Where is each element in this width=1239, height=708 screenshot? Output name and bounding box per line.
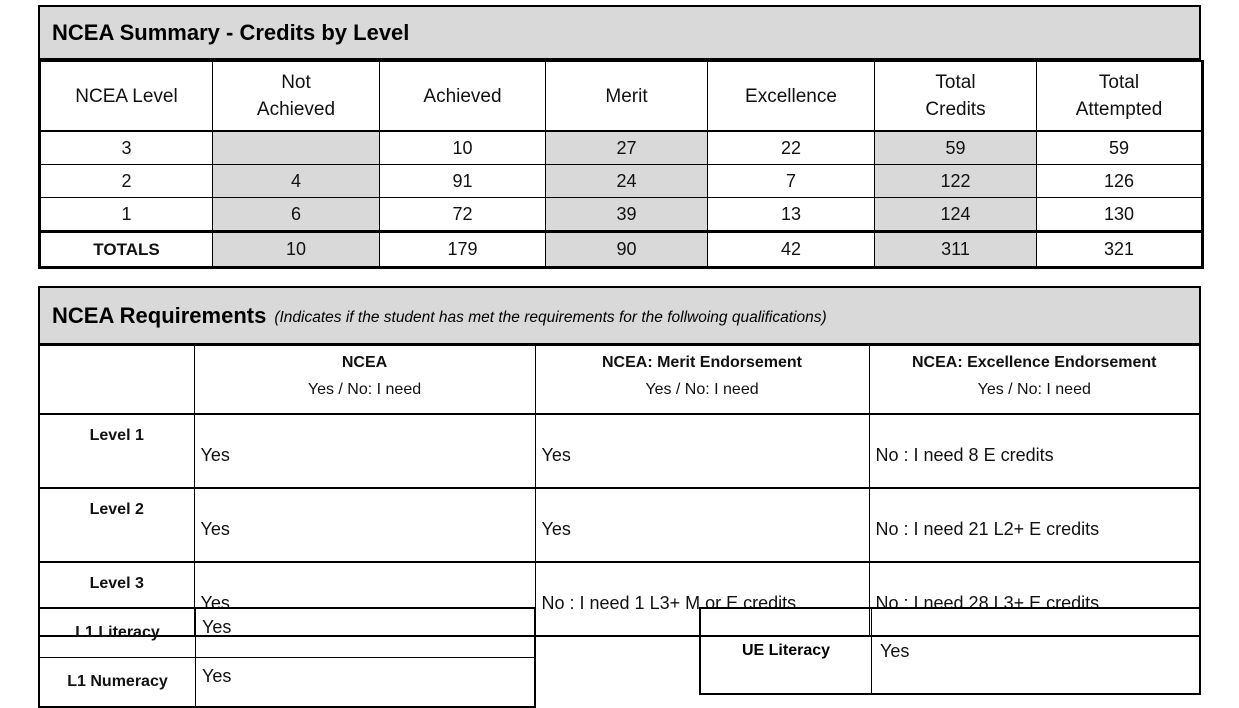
cell-not-achieved: 6 (213, 198, 380, 232)
cell-merit-endorsement: Yes (535, 414, 869, 488)
l1-literacy-label: L1 Literacy (39, 608, 196, 658)
summary-totals-row (40, 232, 1203, 268)
header-not-achieved: Not Achieved (213, 61, 380, 131)
totals-total-credits: 311 (875, 232, 1037, 268)
l1-literacy-row (39, 608, 535, 658)
requirements-subtitle: (Indicates if the student has met the requirements for the follwoing qualifications) (274, 308, 827, 326)
literacy-numeracy-table (38, 607, 536, 708)
cell-achieved: 10 (380, 131, 546, 165)
header-excellence-endorsement: NCEA: Excellence Endorsement Yes / No: I need (869, 346, 1200, 415)
header-total-credits: Total Credits (875, 61, 1037, 131)
cell-merit-endorsement: Yes (535, 488, 869, 562)
summary-row (40, 165, 1203, 198)
ue-literacy-value: Yes (880, 641, 910, 661)
requirements-title (38, 286, 1201, 346)
totals-achieved: 179 (380, 232, 546, 268)
requirements-row (39, 414, 1200, 488)
l1-numeracy-row (39, 658, 535, 708)
header-achieved: Achieved (380, 61, 546, 131)
l1-literacy-value: Yes (196, 608, 536, 658)
row-label: Level 2 (39, 488, 194, 562)
header-ncea: NCEA Yes / No: I need (194, 346, 535, 415)
cell-total-credits: 124 (875, 198, 1037, 232)
cell-achieved: 72 (380, 198, 546, 232)
cell-achieved: 91 (380, 165, 546, 198)
summary-header-row (40, 61, 1203, 131)
cell-excellence: 7 (708, 165, 875, 198)
cell-level: 1 (40, 198, 213, 232)
ue-literacy-box (699, 607, 1201, 695)
header-excellence: Excellence (708, 61, 875, 131)
header-merit: Merit (546, 61, 708, 131)
cell-ncea: Yes (194, 414, 535, 488)
cell-merit: 27 (546, 131, 708, 165)
totals-label: TOTALS (40, 232, 213, 268)
ue-literacy-label: UE Literacy (701, 609, 872, 693)
cell-not-achieved: 4 (213, 165, 380, 198)
cell-merit: 39 (546, 198, 708, 232)
cell-level: 3 (40, 131, 213, 165)
row-label: Level 3 (39, 562, 194, 636)
totals-not-achieved: 10 (213, 232, 380, 268)
totals-excellence: 42 (708, 232, 875, 268)
requirements-row (39, 488, 1200, 562)
cell-total-attempted: 130 (1037, 198, 1203, 232)
totals-total-attempted: 321 (1037, 232, 1203, 268)
ncea-requirements-section (38, 286, 1201, 637)
summary-table (38, 60, 1204, 269)
summary-row (40, 198, 1203, 232)
row-label: Level 1 (39, 414, 194, 488)
header-merit-endorsement: NCEA: Merit Endorsement Yes / No: I need (535, 346, 869, 415)
requirements-header-row (39, 346, 1200, 415)
requirements-table (38, 345, 1201, 637)
cell-total-credits: 59 (875, 131, 1037, 165)
cell-merit-endorsement: No : I need 1 L3+ M or E credits (535, 562, 869, 636)
cell-excellence-endorsement: No : I need 8 E credits (869, 414, 1200, 488)
cell-excellence-endorsement: No : I need 28 L3+ E credits (869, 562, 1200, 636)
header-blank (39, 346, 194, 415)
cell-merit: 24 (546, 165, 708, 198)
ncea-summary-section (38, 5, 1201, 269)
cell-not-achieved (213, 131, 380, 165)
requirements-title-text: NCEA Requirements (52, 302, 267, 328)
l1-numeracy-value: Yes (196, 658, 536, 708)
cell-total-attempted: 126 (1037, 165, 1203, 198)
cell-excellence: 22 (708, 131, 875, 165)
totals-merit: 90 (546, 232, 708, 268)
cell-total-credits: 122 (875, 165, 1037, 198)
cell-ncea: Yes (194, 562, 535, 636)
summary-row (40, 131, 1203, 165)
header-total-attempted: Total Attempted (1037, 61, 1203, 131)
header-ncea-level: NCEA Level (40, 61, 213, 131)
l1-numeracy-label: L1 Numeracy (39, 658, 196, 708)
cell-ncea: Yes (194, 488, 535, 562)
cell-excellence: 13 (708, 198, 875, 232)
cell-total-attempted: 59 (1037, 131, 1203, 165)
summary-title (38, 5, 1201, 61)
summary-title-text: NCEA Summary - Credits by Level (52, 19, 410, 45)
cell-level: 2 (40, 165, 213, 198)
cell-excellence-endorsement: No : I need 21 L2+ E credits (869, 488, 1200, 562)
